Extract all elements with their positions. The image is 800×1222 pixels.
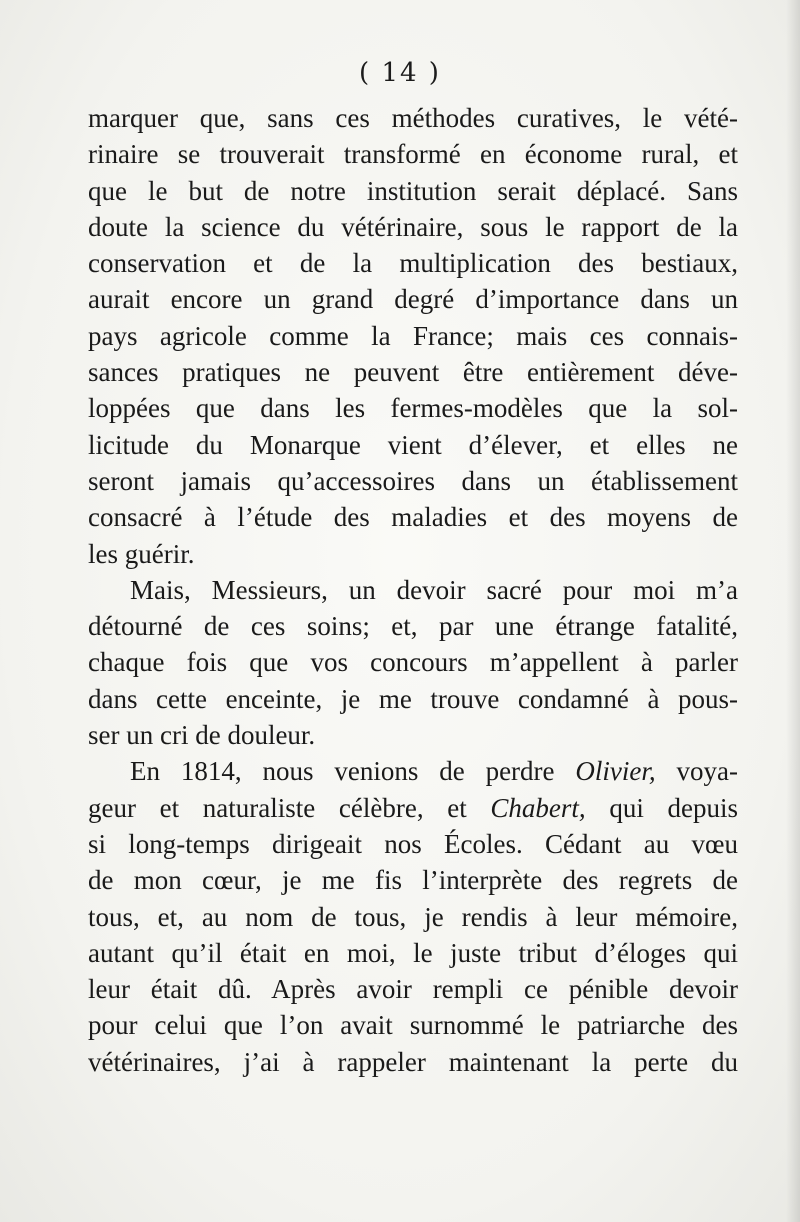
text-line: pour celui que l’on avait surnommé le patriarche des <box>88 1010 738 1041</box>
text-line: leur était dû. Après avoir rempli ce pénible devoir <box>88 974 738 1005</box>
body-text <box>88 100 738 1080</box>
text-line: autant qu’il était en moi, le juste tribut d’éloges qui <box>88 937 738 968</box>
text-line: vétérinaires, j’ai à rappeler maintenant la perte du <box>88 1046 738 1077</box>
text-line: seront jamais qu’accessoires dans un établissement <box>88 465 738 496</box>
text-line: En 1814, nous venions de perdre Olivier, voya- <box>130 756 738 787</box>
text-line: les guérir. <box>88 538 195 569</box>
text-line: pays agricole comme la France; mais ces connais- <box>88 320 738 351</box>
text-line: aurait encore un grand degré d’importance dans un <box>88 284 738 315</box>
text-line: rinaire se trouverait transformé en économe rural, et <box>88 139 738 170</box>
italic-name: Olivier, <box>575 756 656 787</box>
text-line: si long-temps dirigeait nos Écoles. Cédant au vœu <box>88 828 738 859</box>
text-line: loppées que dans les fermes-modèles que la sol- <box>88 393 738 424</box>
text-line: que le but de notre institution serait déplacé. Sans <box>88 175 738 206</box>
text-line: tous, et, au nom de tous, je rendis à leur mémoire, <box>88 901 738 932</box>
text-line: sances pratiques ne peuvent être entièrement déve- <box>88 357 738 388</box>
text-line: dans cette enceinte, je me trouve condamné à pous- <box>88 683 738 714</box>
text-line: geur et naturaliste célèbre, et Chabert, qui depuis <box>88 792 738 823</box>
text-line: doute la science du vétérinaire, sous le rapport de la <box>88 211 738 242</box>
text-line: de mon cœur, je me fis l’interprète des regrets de <box>88 865 738 896</box>
text-line: ser un cri de douleur. <box>88 720 316 751</box>
page-number: ( 14 ) <box>359 58 441 88</box>
text-line: conservation et de la multiplication des bestiaux, <box>88 248 738 279</box>
text-line: marquer que, sans ces méthodes curatives, le vété- <box>88 103 738 133</box>
text-line: consacré à l’étude des maladies et des moyens de <box>88 502 738 533</box>
italic-name: Chabert, <box>490 792 586 823</box>
page-edge-shadow <box>786 0 800 1222</box>
text-line: Mais, Messieurs, un devoir sacré pour moi m’a <box>130 574 738 605</box>
text-line: détourné de ces soins; et, par une étrange fatalité, <box>88 611 738 642</box>
text-line: chaque fois que vos concours m’appellent à parler <box>88 647 738 678</box>
text-line: licitude du Monarque vient d’élever, et elles ne <box>88 429 738 460</box>
